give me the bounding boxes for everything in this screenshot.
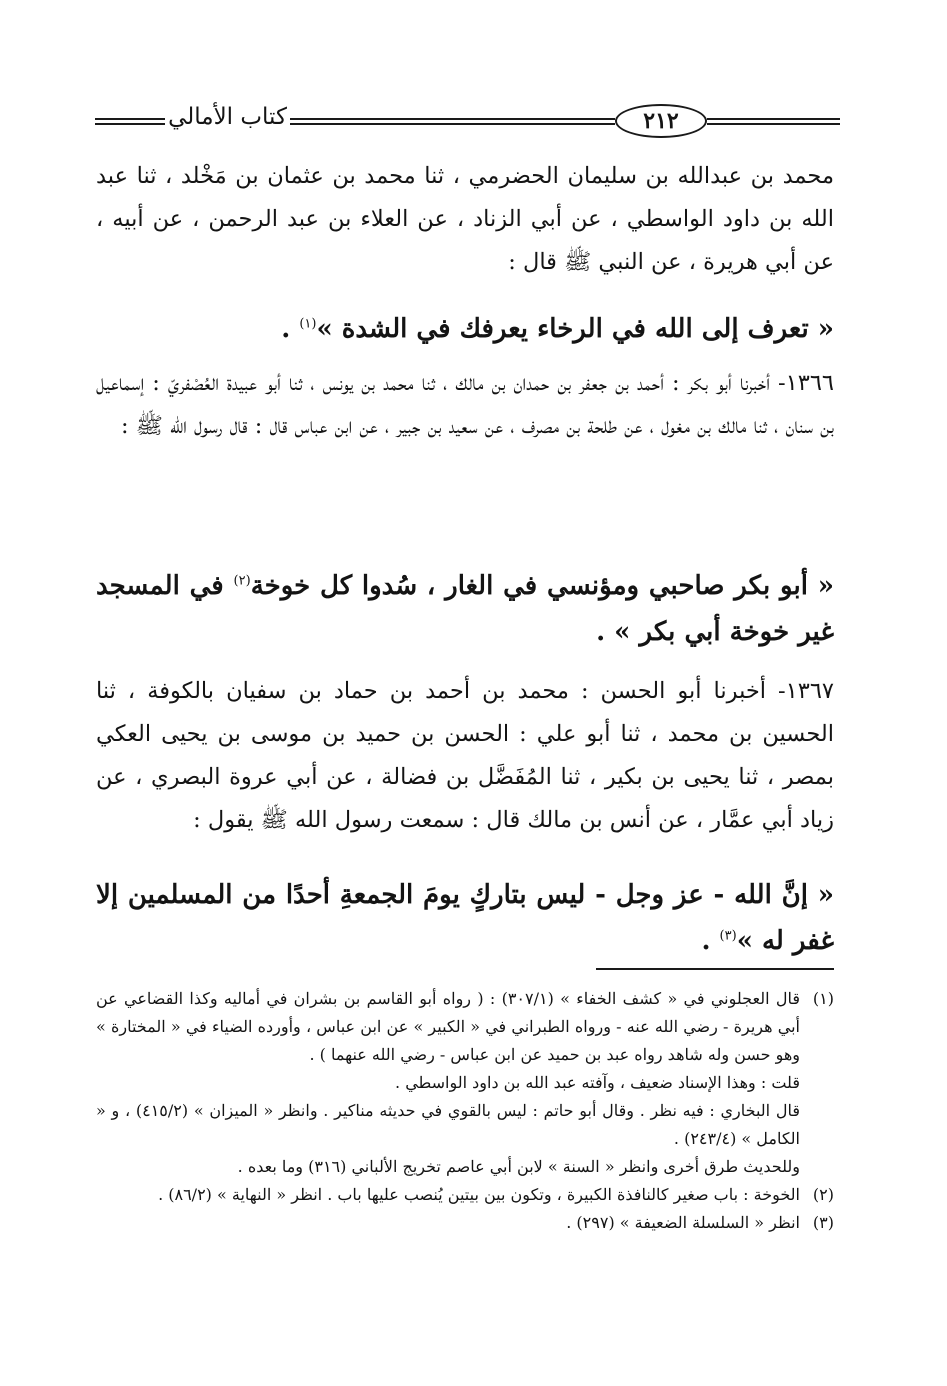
page-header: [95, 100, 840, 142]
hadith-matn-continued: في المسجد غير خوخة أبي بكر » .: [96, 571, 834, 647]
footnote-text: انظر « السلسلة الضعيفة » (٢٩٧) .: [566, 1213, 800, 1232]
page-number: [615, 104, 707, 138]
footnote-separator: [596, 968, 834, 970]
hadith-end: .: [281, 314, 300, 344]
footnote-ref-2[interactable]: (٢): [233, 573, 251, 589]
footnote-1-note: قلت : وهذا الإسناد ضعيف ، وآفته عبد الله بن داود الواسطي .: [395, 1073, 800, 1092]
paragraph-isnad-1: [96, 155, 834, 284]
paragraph-text: ١٣٦٦- أخبرنا أبو بكر : أحمد بن جعفر بن حمدان بن مالك ، ثنا محمد بن يونس ، ثنا أبو عبيدة العُصْفريّ : إسماعيل بن سنان ، ثنا مالك بن مغول ، عن طلحة بن مصرف ، عن سعيد بن جبير ، عن ابن عباس قال : قال رسول الله ﷺ :: [96, 370, 834, 439]
paragraph-isnad-1366: [96, 362, 834, 448]
paragraph-text: محمد بن عبدالله بن سليمان الحضرمي ، ثنا محمد بن عثمان بن مَخْلد ، ثنا عبد الله بن داود الواسطي ، عن أبي الزناد ، عن العلاء بن عبد الرحمن ، عن أبيه ، عن أبي هريرة ، عن النبي ﷺ قال :: [96, 163, 834, 275]
header-rule-left: [95, 118, 165, 125]
hadith-text-3: [96, 872, 834, 964]
page-number-text: ٢١٢: [643, 108, 679, 134]
book-title: كتاب الأمالي: [168, 104, 287, 130]
hadith-end: .: [701, 926, 720, 956]
footnote-number: (٢): [812, 1185, 834, 1204]
footnote-number: (٣): [812, 1213, 834, 1232]
footnote-ref-1[interactable]: (١): [299, 316, 317, 332]
hadith-text-1: [96, 306, 834, 352]
hadith-matn: « تعرف إلى الله في الرخاء يعرفك في الشدة »: [316, 314, 834, 344]
hadith-matn: « أبو بكر صاحبي ومؤنسي في الغار ، سُدوا كل خوخة: [250, 571, 834, 601]
footnote-1-note: قال البخاري : فيه نظر . وقال أبو حاتم : ليس بالقوي في حديثه مناكير . وانظر « الميزان » (٤١٥/٢) ، و « الكامل » (٢٤٣/٤) .: [96, 1101, 800, 1148]
hadith-text-2: [96, 563, 834, 655]
footnote-number: (١): [812, 989, 834, 1008]
footnote-1: [96, 985, 834, 1069]
hadith-matn: « إنَّ الله - عز وجل - ليس بتاركٍ يومَ الجمعةِ أحدًا من المسلمين إلا غفر له »: [96, 880, 834, 956]
paragraph-text: ١٣٦٧- أخبرنا أبو الحسن : محمد بن أحمد بن حماد بن سفيان بالكوفة ، ثنا الحسين بن محمد ، ثنا أبو علي : الحسن بن حميد بن موسى بن يحيى العكي بمصر ، ثنا يحيى بن بكير ، ثنا المُفَضَّل بن فضالة ، عن أبي عروة البصري ، عن زياد أبي عمَّار ، عن أنس بن مالك قال : سمعت رسول الله ﷺ يقول :: [96, 678, 834, 833]
header-rule-middle: [290, 118, 615, 125]
footnote-text: قال العجلوني في « كشف الخفاء » (٣٠٧/١) : ( رواه أبو القاسم بن بشران في أماليه وكذا القضاعي عن أبي هريرة - رضي الله عنه - ورواه الطبراني في « الكبير » عن ابن عباس ، وأورده الضياء في « المختارة » وهو حسن وله شاهد رواه عبد بن حميد عن ابن عباس - رضي الله عنهما ) .: [96, 989, 800, 1064]
paragraph-isnad-1367: [96, 670, 834, 842]
footnotes: [96, 985, 834, 1237]
footnote-text: الخوخة : باب صغير كالنافذة الكبيرة ، وتكون بين بيتين يُنصب عليها باب . انظر « النهاية » (٨٦/٢) .: [158, 1185, 800, 1204]
footnote-1-note: وللحديث طرق أخرى وانظر « السنة » لابن أبي عاصم تخريج الألباني (٣١٦) وما بعده .: [237, 1157, 800, 1176]
footnote-ref-3[interactable]: (٣): [719, 928, 737, 944]
footnote-3: [96, 1209, 834, 1237]
header-rule-right: [707, 118, 840, 125]
footnote-2: [96, 1181, 834, 1209]
